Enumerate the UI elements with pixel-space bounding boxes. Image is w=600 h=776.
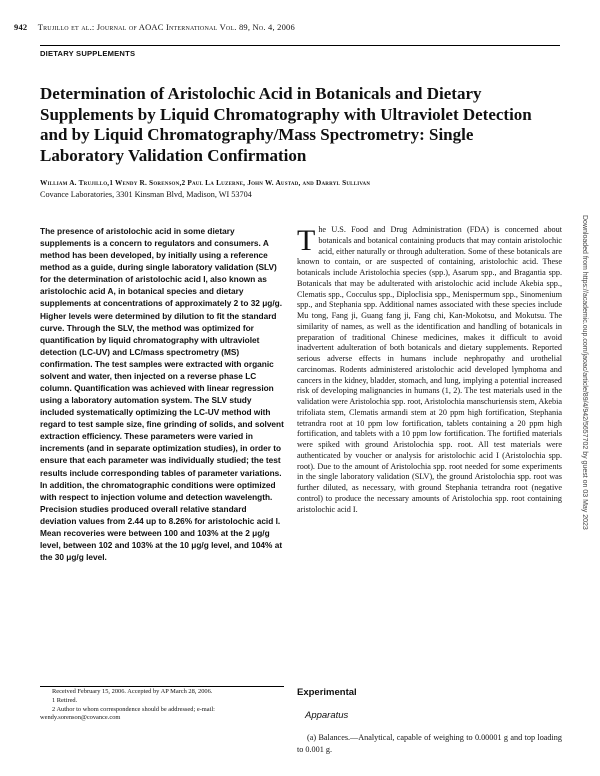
download-notice: Downloaded from https://academic.oup.com/jaoac/article/89/4/942/5657702 by guest on 03 May 2023 — [581, 215, 588, 530]
footnotes — [40, 686, 284, 723]
introduction-text: he U.S. Food and Drug Administration (FDA) is concerned about botanicals and botanical containing products that may contain aristolochic acid, either naturally or through adulteration. Some of these botanicals are known to contain, or are suspected of containing, aristolochic acid. These botanicals include Aristolochia species (spp.), Asarum spp., and Bragantia spp. Botanicals that may be adulterated with aristolochic acid include Akebia spp., Clematis spp., Cocculus spp., Diploclisia spp., Menispermum spp., Sinomenium spp., and Stephania spp. Additional names associated with these species include Mu tong, Fang ji, Guang fang ji, Fang chi, Kan-Mokotsu, and Mokutsu. The similarity of names, as well as the identification and handling of botanicals in preparation of traditional Chinese medicines, makes it difficult to avoid inadvertent adulteration of both botanicals and dietary supplements. Reported serious adverse effects in humans include nephropathy and urothelial carcinomas. Rodents administered aristolochic acid developed lymphoma and cancers in the kidney, bladder, stomach, and lung, implying a potential increased risk of developing malignancies in humans (1, 2). The test materials used in the validation were Aristolochia spp. root, Aristolochia manschuriensis stem, Akebia trifoliata stem, Clematis armandi stem at 20 ppm high fortification, Stephania tetrandra root at 10 ppm low fortification, tablets containing a 20 ppm high fortification, and tablets with a 10 ppm low fortification. The fortified materials were spiked with ground Aristolochia spp. root. All test materials were authenticated by voucher or analysis for aristolochic acid I (Aristolochia spp. root). Due to the amount of Aristolochia spp. root needed for some experiments in the single laboratory validation (SLV), the ground Aristolochia spp. root was further diluted, as necessary, with ground Stephania tetrandra root (negative control) to produce the necessary amounts of Aristolochia spp. root containing aristolochic acid I. — [297, 225, 562, 514]
author-list: William A. Trujillo,1 Wendy R. Sorenson,2 Paul La Luzerne, John W. Austad, and Darryl Sullivan — [40, 178, 371, 187]
footnote-1: 1 Retired. — [52, 696, 78, 704]
running-head — [14, 22, 295, 32]
affiliation: Covance Laboratories, 3301 Kinsman Blvd, Madison, WI 53704 — [40, 190, 252, 199]
section-label: DIETARY SUPPLEMENTS — [40, 49, 136, 58]
journal-citation: Trujillo et al.: Journal of AOAC International Vol. 89, No. 4, 2006 — [37, 22, 295, 32]
footnote-2: 2 Author to whom correspondence should be addressed; e-mail: wendy.sorenson@covance.com — [40, 705, 215, 722]
apparatus-heading: Apparatus — [305, 710, 349, 721]
article-title: Determination of Aristolochic Acid in Botanicals and Dietary Supplements by Liquid Chromatography with Ultraviolet Detection and by Liquid Chromatography/Mass Spectrometry: Single Laboratory Validation Confirmation — [40, 84, 532, 165]
experimental-heading: Experimental — [297, 687, 357, 698]
download-watermark — [578, 215, 590, 755]
page-number: 942 — [14, 22, 28, 32]
drop-cap: T — [297, 224, 316, 257]
section-divider — [40, 45, 560, 46]
footnote-received: Received February 15, 2006. Accepted by AP March 28, 2006. — [52, 688, 213, 695]
abstract: The presence of aristolochic acid in some dietary supplements is a concern to regulators and consumers. A method has been developed, by initially using a reference method as a guide, during single laboratory validation (SLV) for the determination of aristolochic acid I, also known as aristolochic acid A, in botanical species and dietary supplements at concentrations of approximately 2 to 32 μg/g. Higher levels were determined by dilution to fit the standard curve. Through the SLV, the method was optimized for quantification by liquid chromatography with ultraviolet detection (LC-UV) and LC/mass spectrometry (MS) confirmation. The test samples were extracted with organic solvent and water, then injected on a reverse phase LC column. Quantification was achieved with linear regression using a laboratory automation system. The SLV study included systematically optimizing the LC-UV method with regard to test sample size, fine grinding of solids, and solvent extraction efficiency. These parameters were varied in increments (and in separate optimization studies), in order to ensure that each parameter was individually studied; the test results include corresponding tables of parameter variations. In addition, the chromatographic conditions were optimized with respect to injection volume and detection wavelength. Precision studies produced overall relative standard deviation values from 2.44 up to 8.26% for aristolochic acid I. Mean recoveries were between 100 and 103% at the 2 μg/g level, between 102 and 103% at the 10 μg/g level, and 104% at the 30 μg/g level. — [40, 226, 284, 563]
balances-item: (a) Balances.—Analytical, capable of weighing to 0.00001 g and top loading to 0.001 g. — [297, 733, 562, 754]
introduction-paragraph — [297, 225, 562, 515]
